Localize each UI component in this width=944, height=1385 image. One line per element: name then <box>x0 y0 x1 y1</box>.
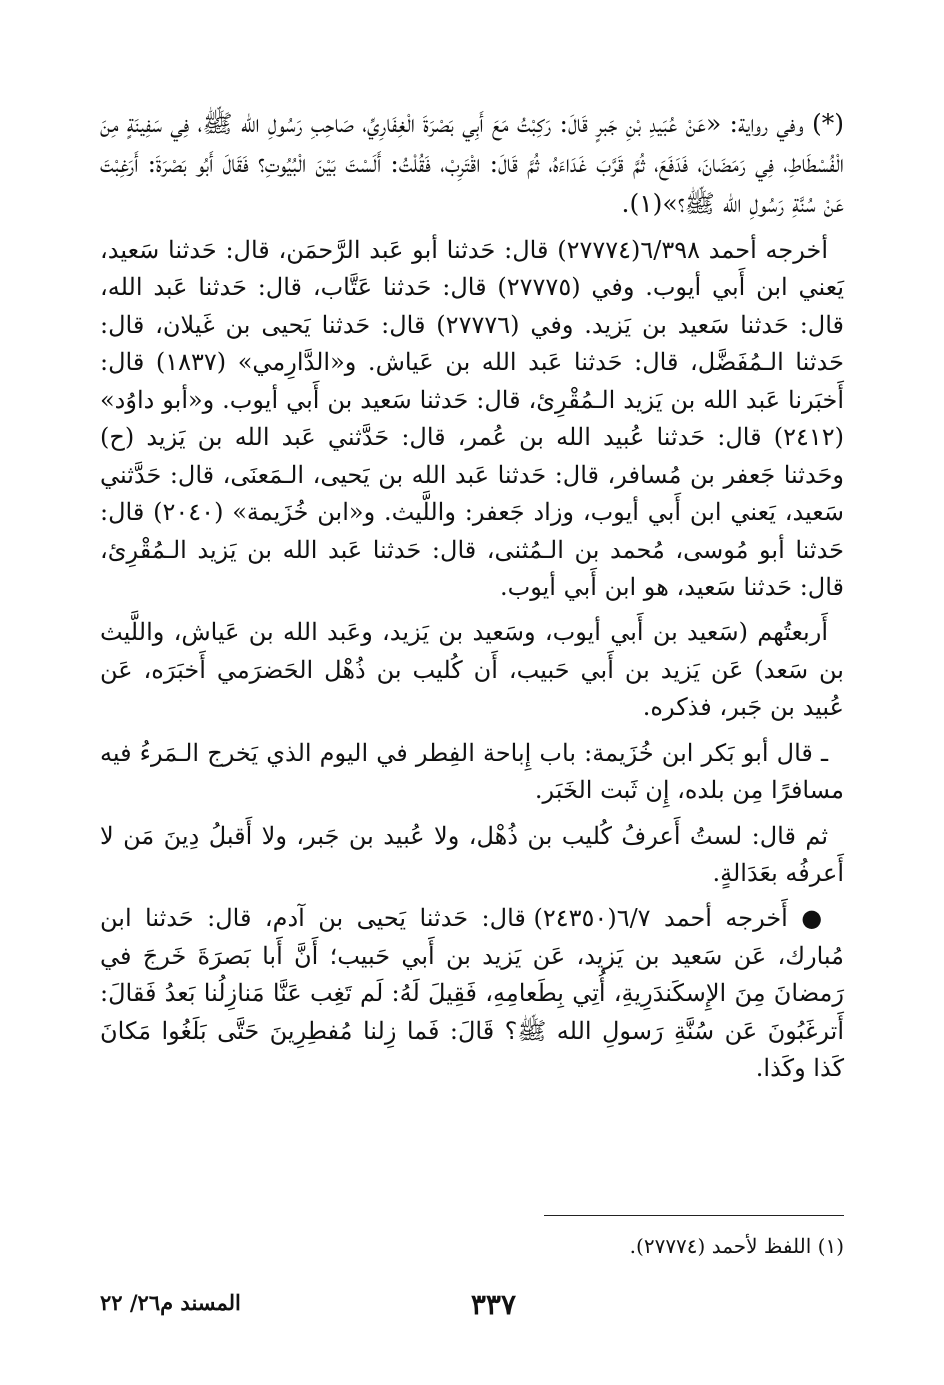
narration-paragraph: (*) وفي رواية: «عَنْ عُبَيدِ بْنِ جَبرٍ قَالَ: رَكِبْتُ مَعَ أَبِي بَصْرَةَ الْغِفَارِيِّ، صَاحِبِ رَسُولِ الله ﷺ، فِي سَفِينَةٍ مِنَ الْفُسْطَاطِ، فِي رَمَضَانَ، فَدَفَعَ، ثُمَّ قَرَّبَ غَدَاءَهُ، ثُمَّ قَالَ: اقْتَرِبْ، فَقُلْتُ: أَلَسْتَ بَيْنَ الْبُيُوتِ؟ فَقَالَ أَبُو بَصْرَةَ: أَرَغِبْتَ عَنْ سُنَّةِ رَسُولِ الله ﷺ؟»(١). <box>100 109 844 218</box>
second-takhrij-paragraph: ● أَخرجه أحمد ٦/٧(٢٤٣٥٠) قال: حَدثنا يَحيى بن آدم، قال: حَدثنا ابن مُبارك، عَن سَعيد بن يَزيد، عَن يَزيد بن أَبي حَبيب؛ أَنَّ أَبا بَصرَةَ خَرجَ في رَمضانَ مِنَ الإِسكَندَرِيةِ، أُتِي بِطَعامِهِ، فَقِيلَ لَهُ: لَم تَغِب عَنَّا مَنازِلُنا بَعدُ فَقالَ: أَترغَبُونَ عَن سُنَّةِ رَسولِ الله ﷺ؟ قَالَ: فَما زِلنا مُفطِرِينَ حَتَّى بَلَغُوا مَكانَ كَذا وكَذا. <box>100 904 844 1083</box>
ibn-khuzaymah-comment-paragraph: ثم قال: لستُ أَعرفُ كُليب بن ذُهْل، ولا عُبيد بن جَبر، ولا أَقبلُ دِينَ مَن لا أَعرفُه بعَدَالةٍ. <box>100 821 844 887</box>
takhrij-paragraph: أخرجه أحمد ٦/٣٩٨(٢٧٧٧٤) قال: حَدثنا أبو عَبد الرَّحمَن، قال: حَدثنا سَعيد، يَعني ابن أَبي أيوب. وفي (٢٧٧٧٥) قال: حَدثنا عَتَّاب، قال: حَدثنا عَبد الله، قال: حَدثنا سَعيد بن يَزيد. وفي (٢٧٧٧٦) قال: حَدثنا يَحيى بن غَيلان، قال: حَدثنا الـمُفَضَّل، قال: حَدثنا عَبد الله بن عَياش. و«الدَّارِمي» (١٨٣٧) قال: أَخبَرنا عَبد الله بن يَزيد الـمُقْرِئ، قال: حَدثنا سَعيد بن أَبي أيوب. و«أبو داوُد» (٢٤١٢) قال: حَدثنا عُبيد الله بن عُمر، قال: حَدَّثني عَبد الله بن يَزيد (ح) وحَدثنا جَعفر بن مُسافر، قال: حَدثنا عَبد الله بن يَحيى، الـمَعنَى، قال: حَدَّثني سَعيد، يَعني ابن أَبي أيوب، وزاد جَعفر: واللَّيث. و«ابن خُزَيمة» (٢٠٤٠) قال: حَدثنا أبو مُوسى، مُحمد بن الـمُثنى، قال: حَدثنا عَبد الله بن يَزيد الـمُقْرِئ، قال: حَدثنا سَعيد، هو ابن أَبي أيوب. <box>100 236 845 601</box>
footnote-divider <box>544 1215 844 1216</box>
ibn-khuzaymah-chapter-paragraph: ـ قال أبو بَكر ابن خُزَيمة: باب إِباحة الفِطر في اليوم الذي يَخرج الـمَرءُ فيه مسافرًا مِن بلده، إِن ثَبت الخَبَر. <box>100 738 844 805</box>
page-body <box>100 104 844 1385</box>
volume-reference: المسند م٢٦/ ٢٢ <box>100 1290 241 1315</box>
page-number: ٣٣٧ <box>470 1288 516 1321</box>
chain-summary-paragraph: أَربعتُهم (سَعيد بن أَبي أيوب، وسَعيد بن يَزيد، وعَبد الله بن عَياش، واللَّيث بن سَعد) عَن يَزيد بن أَبي حَبيب، أَن كُليب بن ذُهْل الحَضرَمي أَخبَرَه، عَن عُبيد بن جَبر، فذكره. <box>100 618 844 722</box>
page-footer <box>100 1288 844 1322</box>
footnote: (١) اللفظ لأحمد (٢٧٧٧٤). <box>629 1234 844 1258</box>
